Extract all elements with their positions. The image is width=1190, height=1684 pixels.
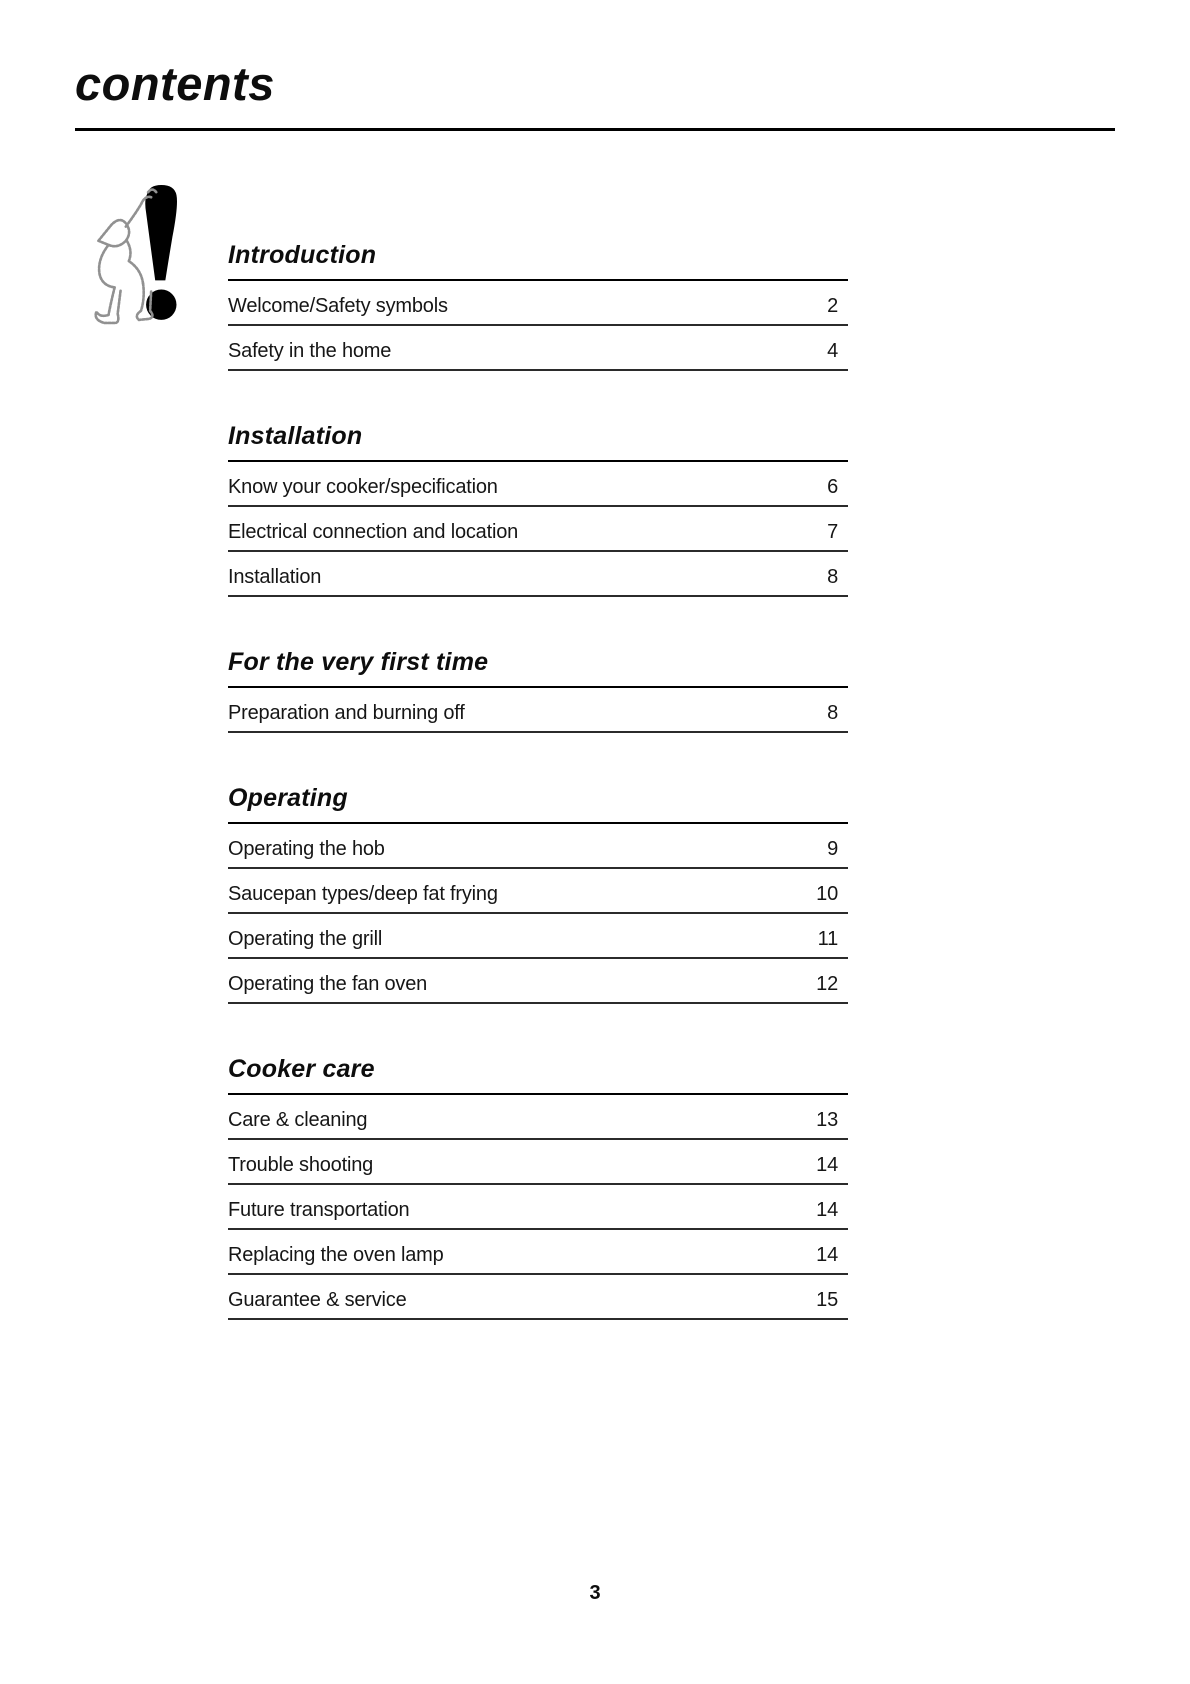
toc-entry: [228, 1140, 848, 1185]
toc-entry: [228, 1095, 848, 1140]
toc-entry-label: Electrical connection and location: [228, 521, 519, 543]
title-rule: [75, 128, 1115, 131]
toc-entry-label: Operating the grill: [228, 928, 383, 950]
toc-entry: [228, 281, 848, 326]
toc-entry-page: 9: [827, 838, 838, 860]
section-heading: Cooker care: [228, 1054, 848, 1095]
table-of-contents: [228, 240, 848, 1320]
toc-entry-label: Trouble shooting: [228, 1154, 374, 1176]
toc-entry-page: 11: [817, 928, 838, 950]
toc-entry-label: Installation: [228, 566, 322, 588]
toc-entry-page: 14: [816, 1199, 838, 1221]
page-number: 3: [589, 1582, 601, 1604]
section-heading: Introduction: [228, 240, 848, 281]
toc-section: [228, 240, 848, 371]
toc-entry-label: Saucepan types/deep fat frying: [228, 883, 498, 905]
toc-entry-page: 13: [816, 1109, 838, 1131]
section-heading: Operating: [228, 783, 848, 824]
toc-entry-page: 4: [827, 340, 838, 362]
toc-entry-label: Know your cooker/specification: [228, 476, 498, 498]
toc-entry: [228, 914, 848, 959]
toc-entry-page: 2: [827, 295, 838, 317]
toc-entry-label: Replacing the oven lamp: [228, 1244, 444, 1266]
toc-entry-label: Welcome/Safety symbols: [228, 295, 448, 317]
toc-section: [228, 647, 848, 733]
exclamation-person-icon: [84, 182, 198, 326]
toc-entry-page: 15: [816, 1289, 838, 1311]
section-heading: For the very first time: [228, 647, 848, 688]
toc-entry-page: 8: [827, 702, 838, 724]
toc-section: [228, 1054, 848, 1320]
toc-entry-page: 7: [827, 521, 838, 543]
toc-entry: [228, 552, 848, 597]
toc-entry-label: Operating the hob: [228, 838, 385, 860]
toc-entry: [228, 326, 848, 371]
toc-entry-page: 14: [816, 1244, 838, 1266]
toc-section: [228, 783, 848, 1004]
toc-entry: [228, 959, 848, 1004]
toc-entry-label: Operating the fan oven: [228, 973, 428, 995]
toc-entry-page: 8: [827, 566, 838, 588]
toc-section: [228, 421, 848, 597]
toc-entry-label: Future transportation: [228, 1199, 410, 1221]
exclamation-bar: [145, 185, 177, 280]
toc-entry: [228, 462, 848, 507]
toc-entry: [228, 1230, 848, 1275]
toc-entry: [228, 507, 848, 552]
toc-entry-page: 14: [816, 1154, 838, 1176]
section-heading: Installation: [228, 421, 848, 462]
toc-entry: [228, 824, 848, 869]
toc-entry: [228, 1275, 848, 1320]
toc-entry: [228, 1185, 848, 1230]
page-title: contents: [75, 57, 275, 110]
toc-entry: [228, 869, 848, 914]
toc-entry-label: Care & cleaning: [228, 1109, 368, 1131]
toc-entry-label: Preparation and burning off: [228, 702, 465, 724]
toc-entry: [228, 688, 848, 733]
toc-entry-label: Safety in the home: [228, 340, 392, 362]
toc-entry-page: 12: [816, 973, 838, 995]
toc-entry-label: Guarantee & service: [228, 1289, 407, 1311]
toc-entry-page: 10: [816, 883, 838, 905]
toc-entry-page: 6: [827, 476, 838, 498]
